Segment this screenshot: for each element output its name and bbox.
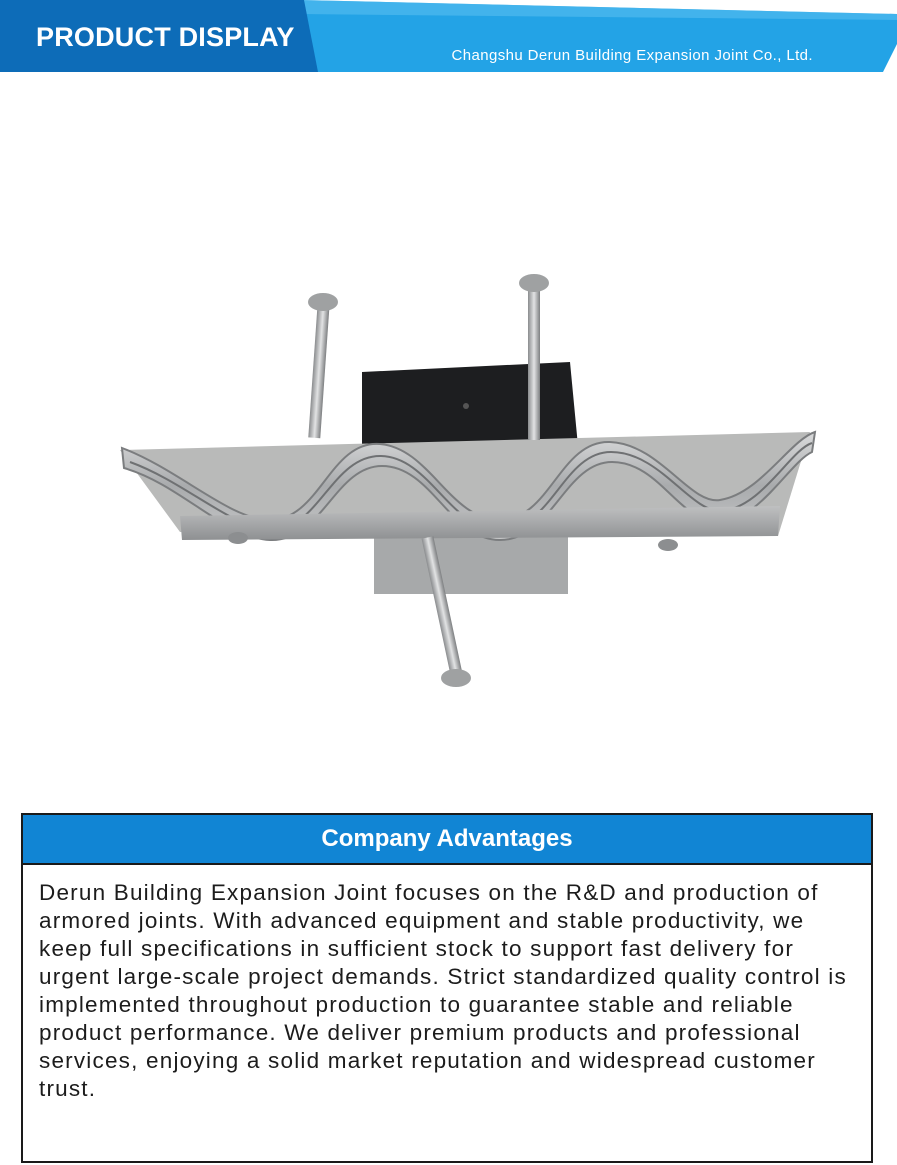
header-banner xyxy=(0,0,897,72)
advantages-text: Derun Building Expansion Joint focuses on the R&D and production of armored joints. With advanced equipment and stable productivity, we keep full specifications in sufficient stock to support fast delivery for urgent large-scale project demands. Strict standardized quality control is implemented throughout production to guarantee stable and reliable product performance. We deliver premium products and professional services, enjoying a solid market reputation and widespread customer trust. xyxy=(39,880,847,1101)
page-title: PRODUCT DISPLAY xyxy=(36,22,295,52)
company-name: Changshu Derun Building Expansion Joint Co., Ltd. xyxy=(451,47,813,64)
advantages-heading: Company Advantages xyxy=(23,815,871,865)
product-image xyxy=(100,250,830,700)
advantages-panel xyxy=(21,813,873,1163)
